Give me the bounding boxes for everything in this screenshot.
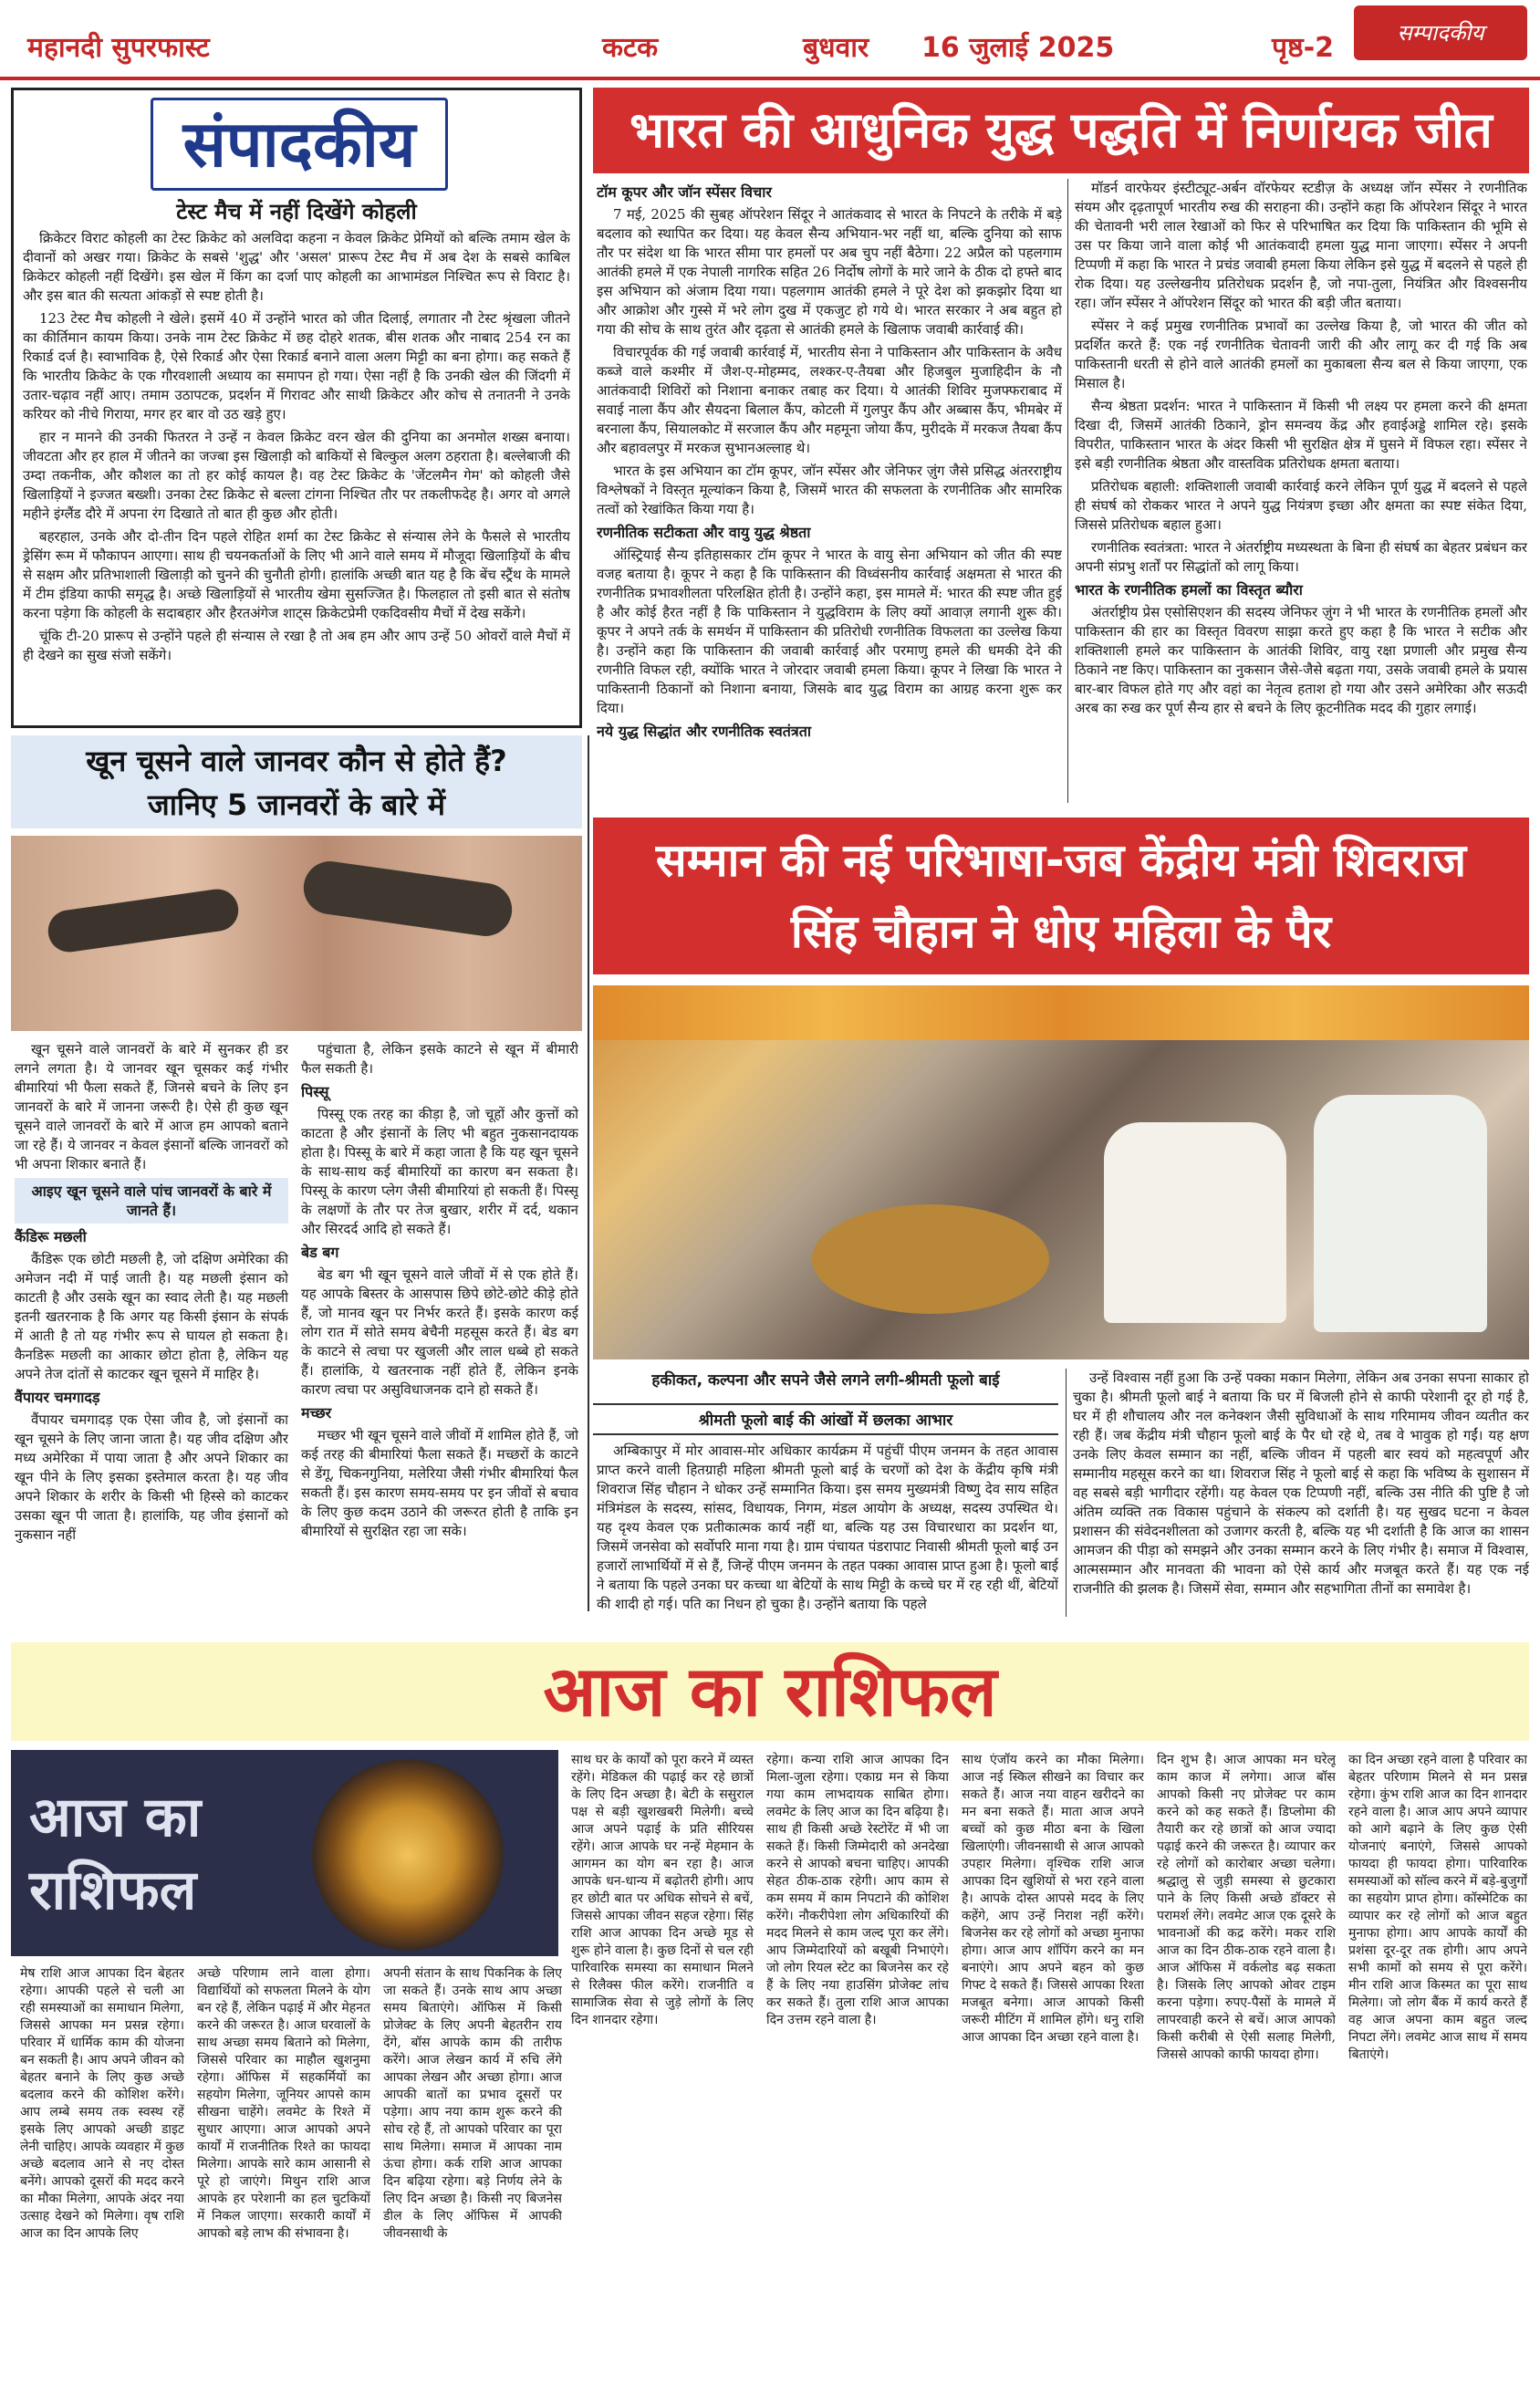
shivraj-left-column (597, 1442, 1058, 1624)
leech-paragraph: खून चूसने वाले जानवरों के बारे में सुनकर ही डर लगने लगता है। ये जानवर खून चूसकर कई गंभीर बीमारियां भी फैला सकते हैं, जिनसे बचने के लिए इन जानवरों के बारे में जानना जरूरी है। ऐसे ही कुछ खून चूसने वाले जानवरों के बारे में आज हम आपको बताने जा रहे हैं। ये जानवर न केवल इंसानों बल्कि जानवरों को भी अपना शिकार बनाते हैं। (15, 1041, 288, 1172)
leech-section-heading: वैंपायर चमगादड़ (15, 1389, 100, 1406)
horoscope-column: साथ घर के कार्यों को पूरा करने में व्यस्त रहेंगे। मेडिकल की पढ़ाई कर रहे छात्रों के लिए दिन अच्छा है। बेटी के ससुराल पक्ष से बड़ी खुशखबरी मिलेगी। बच्चे आज अपने पढ़ाई के प्रति सीरियस रहेंगे। आज आपके घर नन्हें मेहमान के आगमन का योग बन रहा है। आज आपके धन-धान्य में बढ़ोतरी होगी। आप हर छोटी बात पर अधिक सोचने से बचें, जिससे आपका जीवन सहज रहेगा। सिंह राशि आज आपका दिन अच्छे मूड से शुरू होने वाला है। कुछ दिनों से चल रही पारिवारिक समस्या का समाधान मिलने से रिलैक्स फील करेंगे। राजनीति व सामाजिक सेवा से जुड़े लोगों के लिए दिन शानदार रहेगा। (571, 1753, 754, 2027)
leech-paragraph: पहुंचाता है, लेकिन इसके काटने से खून में बीमारी फैल सकती है। (301, 1041, 578, 1077)
column-divider (1067, 179, 1068, 803)
war-paragraph: मॉडर्न वारफेयर इंस्टीट्यूट-अर्बन वॉरफेयर स्टडीज़ के अध्यक्ष जॉन स्पेंसर ने रणनीतिक संयम और दृढ़तापूर्ण भारतीय रुख की सराहना की। उन्होंने कहा कि ऑपरेशन सिंदूर ने भारत की चेतावनी भरी लाल रेखाओं को फिर से परिभाषित कर दिया कि पाकिस्तान की भूमि से उस पर किया जाने वाला कोई भी आतंकवादी हमला युद्ध माना जाएगा। स्पेंसर ने अपनी टिप्पणी में कहा कि भारत ने प्रचंड जवाबी हमला किया लेकिन इसे युद्ध में बदलने से पहले ही रोक दिया। यह उल्लेखनीय प्रतिरोधक प्रदर्शन है, जो नपा-तुला, नियंत्रित और विश्वसनीय रहा। जॉन स्पेंसर ने ऑपरेशन सिंदूर को भारत की बड़ी जीत बताया। (1075, 180, 1527, 311)
horoscope-column: मेष राशि आज आपका दिन बेहतर रहेगा। आपकी पहले से चली आ रही समस्याओं का समाधान मिलेगा, जिससे आपका मन प्रसन्न रहेगा। परिवार में धार्मिक काम की योजना बन सकती है। आप अपने जीवन को बेहतर बनाने के लिए कुछ अच्छे बदलाव करने की कोशिश करेंगे। आप लम्बे समय तक स्वस्थ रहें इसके लिए आपको अच्छी डाइट लेनी चाहिए। आपके व्यवहार में कुछ अच्छे बदलाव आने से नए दोस्त बनेंगे। आपको दूसरों की मदद करने का मौका मिलेगा, आपके अंदर नया उत्साह देखने को मिलेगा। वृष राशि आज का दिन आपके लिए (20, 1966, 184, 2241)
leech-section-heading: कैंडिरू मछली (15, 1228, 87, 1245)
column-divider (1066, 1369, 1067, 1617)
shivraj-headline: सिंह चौहान ने धोए महिला के पैर (790, 905, 1332, 958)
leech-subtitle: जानिए 5 जानवरों के बारे में (147, 787, 446, 822)
editorial-paragraph: चूंकि टी-20 प्रारूप से उन्होंने पहले ही संन्यास ले रखा है तो अब हम और आप उन्हें 50 ओवरों वाले मैचों में ही देखने का सुख संजो सकेंगे। (23, 628, 570, 663)
shivraj-paragraph: अम्बिकापुर में मोर आवास-मोर अधिकार कार्यक्रम में पहुंचीं पीएम जनमन के तहत आवास प्राप्त करने वाली हितग्राही महिला श्रीमती फूलो बाई के चरणों को देश के केंद्रीय कृषि मंत्री शिवराज सिंह चौहान ने धोकर उन्हें सम्मानित किया। इस समय मुख्यमंत्री विष्णु देव साय सहित मंत्रिमंडल के सदस्य, सांसद, विधायक, निगम, मंडल आयोग के अध्यक्ष, सदस्य उपस्थित थे। यह दृश्य केवल एक प्रतीकात्मक कार्य नहीं था, बल्कि यह उस विचारधारा का प्रदर्शन था, जिसमें जनसेवा को सर्वोपरि माना गया है। ग्राम पंचायत पंडरापाट निवासी श्रीमती फूलो बाई उन हजारों लाभार्थियों में से हैं, जिन्हें पीएम जनमन के तहत पक्का आवास प्राप्त हुआ है। फूलो बाई ने बताया कि पहले उनका घर कच्चा था बेटियों के साथ मिट्टी के कच्चे घर में रह रही थीं, बेटियों की शादी हो गई। पति का निधन हो चुका है। उन्होंने बताया कि पहले (597, 1442, 1058, 1612)
war-paragraph: 7 मई, 2025 की सुबह ऑपरेशन सिंदूर ने आतंकवाद से भारत के निपटने के तरीके में बड़े बदलाव को स्थापित कर दिया। यह केवल सैन्य अभियान-भर नहीं था, बल्कि दुनिया को साफ तौर पर संदेश था कि भारत सीमा पार हमलों पर अब चुप नहीं बैठेगा। 22 अप्रैल को पहलगाम आतंकी हमले में एक नेपाली नागरिक सहित 26 निर्दोष लोगों के मारे जाने के ठीक दो हफ्ते बाद इस अभियान को अंजाम दिया गया। पहलगाम आतंकी हमले ने पूरे देश को झकझोर दिया था और आक्रोश और गुस्से में भरे लोग दुख में एकजुट हो गये थे। भारत सरकार ने अब बहुत हो गया की सोच के साथ तुरंत और दृढ़ता से आतंकी हमले के खिलाफ जवाबी कार्रवाई की। (597, 206, 1062, 338)
masthead (0, 0, 1540, 80)
editorial-box (11, 88, 582, 728)
column-divider (588, 735, 589, 1611)
leech-paragraph: बेड बग भी खून चूसने वाले जीवों में से एक होते हैं। यह आपके बिस्तर के आसपास छिपे छोटे-छोटे कीड़े होते हैं, जो मानव खून पर निर्भर करते हैं। इसके कारण कई लोग रात में सोते समय बेचैनी महसूस करते हैं। बेड बग के काटने से त्वचा पर खुजली और लाल धब्बे हो सकते हैं। हालांकि, ये खतरनाक नहीं होते हैं, लेकिन इनके कारण त्वचा पर असुविधाजनक दाने हो सकते हैं। (301, 1266, 578, 1398)
leech-shape (46, 887, 241, 955)
horoscope-column: साथ एंजॉय करने का मौका मिलेगा। आज नई स्किल सीखने का विचार कर सकते हैं। आज नया वाहन खरीदने का मन बना सकते हैं। माता आज अपने बच्चों को कुछ मीठा बना के खिला खिलाएंगी। जीवनसाथी से आज आपको उपहार मिलेगा। वृश्चिक राशि आज आपका दिन खुशियों से भरा रहने वाला है। आपके दोस्त आपसे मदद के लिए कहेंगे, आप उन्हें निराश नहीं करेंगे। बिजनेस कर रहे लोगों को अच्छा मुनाफा होगा। आज आप शॉपिंग करने का मन बनाएंगे। आप अपने बहन को कुछ गिफ्ट दे सकते हैं। जिससे आपका रिश्ता मजबूत बनेगा। आज आपको किसी जरूरी मीटिंग में शामिल होंगे। धनु राशि आज आपका दिन अच्छा रहने वाला है। (962, 1753, 1144, 2045)
banner-title: राशिफल (29, 1859, 197, 1922)
leech-section-heading: पिस्सू (301, 1083, 329, 1100)
editorial-badge: सम्पादकीय (1354, 5, 1527, 60)
editorial-heading: संपादकीय (151, 98, 448, 191)
war-paragraph: ऑस्ट्रियाई सैन्य इतिहासकार टॉम कूपर ने भारत के वायु सेना अभियान को जीत की स्पष्ट वजह बताया है। कूपर ने कहा है कि पाकिस्तान की विध्वंसनीय कार्रवाई अक्षमता से भारत की रणनीतिक प्रभावशीलता परिलक्षित होती है। उन्होंने कहा, इस मामले में: भारत की स्पष्ट जीत हुई है और कोई हैरत नहीं है कि पाकिस्तान ने युद्धविराम के लिए क्यों आवाज़ लगानी शुरू की। कूपर ने अपने तर्क के समर्थन में पाकिस्तान की प्रतिरोधी रणनीतिक विफलता का उल्लेख किया है। उन्होंने कहा कि पाकिस्तान की जवाबी कार्रवाई और परमाणु हमले की धमकी देने की रणनीति विफल रही, क्योंकि भारत ने जोरदार जवाबी हमला किया। कूपर ने लिखा कि भारत ने पाकिस्तानी ठिकानों को निशाना बनाया, जिसके बाद युद्ध विराम का आग्रह करना शुरू कर दिया। (597, 547, 1062, 716)
horoscope-column: रहेगा। कन्या राशि आज आपका दिन मिला-जुला रहेगा। एकाग्र मन से किया गया काम लाभदायक साबित होगा। लवमेट के लिए आज का दिन बढ़िया है। साथ ही किसी अच्छे रेस्टोरेंट में भी जा सकते हैं। किसी जिम्मेदारी को अनदेखा करने से आपको बचना चाहिए। आपकी सेहत ठीक-ठाक रहेगी। आप काम से कम समय में काम निपटाने की कोशिश करेंगे। नौकरीपेशा लोग अधिकारियों की मदद मिलने से काम जल्द पूरा कर लेंगे। आप जिम्मेदारियों को बखूबी निभाएंगे। जो लोग रियल स्टेट का बिजनेस कर रहे हैं के लिए नया हाउसिंग प्रोजेक्ट लांच कर सकते हैं। तुला राशि आज आपका दिन उत्तम रहने वाला है। (766, 1753, 949, 2027)
leech-shape (300, 858, 515, 939)
horoscope-column: अपनी संतान के साथ पिकनिक के लिए जा सकते हैं। उनके साथ आप अच्छा समय बिताएंगे। ऑफिस में किसी प्रोजेक्ट के लिए अपनी बेहतरीन राय देंगे, बॉस आपके काम की तारीफ करेंगे। आज लेखन कार्य में रुचि लेंगे आपका लेखन और अच्छा होगा। आज आपकी बातों का प्रभाव दूसरों पर पड़ेगा। आप नया काम शुरू करने की सोच रहे हैं, तो आपको परिवार का पूरा साथ मिलेगा। समाज में आपका नाम ऊंचा होगा। कर्क राशि आज आपका दिन बढ़िया रहेगा। बड़े निर्णय लेने के लिए दिन अच्छा है। किसी नए बिजनेस डील के लिए ऑफिस में आपकी जीवनसाथी के (383, 1966, 562, 2241)
basin (812, 1204, 1049, 1314)
war-paragraph: अंतर्राष्ट्रीय प्रेस एसोसिएशन की सदस्य जेनिफर ज़ुंग ने भी भारत के रणनीतिक हमलों और पाकिस्तान की हार का विस्तृत विवरण साझा करते हुए कहा है कि भारत ने सटीक और शक्तिशाली हमले कर पाकिस्तान के आतंकी शिविर, वायु रक्षा प्रणाली और प्रमुख सैन्य ठिकाने नष्ट किए। पाकिस्तान का नुकसान जैसे-जैसे बढ़ता गया, उसके जवाबी हमले के प्रयास बार-बार विफल होते गए और वहां का नेतृत्व हताश हो गया और उसने अमेरिका और सऊदी अरब का रुख कर पूर्ण सैन्य हार से बचने के लिए कूटनीतिक मदद की गुहार लगाई। (1075, 604, 1527, 716)
war-section-heading: रणनीतिक सटीकता और वायु युद्ध श्रेष्ठता (597, 524, 811, 541)
weekday: बुधवार (803, 32, 869, 64)
war-paragraph: प्रतिरोधक बहाली: शक्तिशाली जवाबी कार्रवाई करने लेकिन पूर्ण युद्ध में बदलने से पहले ही संघर्ष को रोककर भारत ने अपने युद्ध नियंत्रण इच्छा और क्षमता का स्पष्ट संकेत दिया, जिससे प्रतिरोधक बहाल हुआ। (1075, 478, 1527, 533)
leech-section-heading: मच्छर (301, 1404, 332, 1422)
editorial-paragraph: क्रिकेटर विराट कोहली का टेस्ट क्रिकेट को अलविदा कहना न केवल क्रिकेट प्रेमियों को बल्कि तमाम खेल के दीवानों को अखर गया। क्रिकेट के सबसे 'शुद्ध' और 'असल' प्रारूप टेस्ट मैच में अब देश के सबसे काबिल क्रिकेटर कोहली नहीं दिखेंगे। इस खेल में किंग का दर्जा पाए कोहली का आभामंडल निश्चित रूप से विराट है। और इस बात की सत्यता आंकड़ों से स्पष्ट होती है। (23, 230, 570, 304)
leech-paragraph: मच्छर भी खून चूसने वाले जीवों में शामिल होते हैं, जो कई तरह की बीमारियां फैला सकते हैं। मच्छरों के काटने से डेंगू, चिकनगुनिया, मलेरिया जैसी गंभीर बीमारियां फैल सकती हैं। इस कारण समय-समय पर इन जीवों से बचाव के लिए कुछ कदम उठाने की जरूरत होती है ताकि इन बीमारियों से सुरक्षित रहा जा सके। (301, 1427, 578, 1539)
war-paragraph: स्पेंसर ने कई प्रमुख रणनीतिक प्रभावों का उल्लेख किया है, जो भारत की जीत को प्रदर्शित करते हैं: एक नई रणनीतिक चेतावनी जारी की और लागू कर दी गई कि अब पाकिस्तानी धरती से होने वाले आतंकी हमलों का मुकाबला सैन्य बल से किया जाएगा, एक मिसाल है। (1075, 318, 1527, 391)
editorial-paragraph: बहरहाल, उनके और दो-तीन दिन पहले रोहित शर्मा का टेस्ट क्रिकेट से संन्यास लेने के फैसले से भारतीय ड्रेसिंग रूम में फौकापन आएगा। साथ ही चयनकर्ताओं के लिए भी आने वाले समय में मौजूदा खिलाड़ियों के बीच से सक्षम और प्रतिभाशाली खिलाड़ी को चुनने की चुनौती होगी। हालांकि अच्छी बात यह है कि बेंच स्ट्रैंथ के मामले में टीम इंडिया काफी समृद्ध है। अच्छे खिलाड़ियों से भारतीय खेमा सुसज्जित है। फिलहाल तो इसी बात से संतोष करना पड़ेगा कि कोहली के सदाबहार और हैरतअंगेज शाट्स क्रिकेटप्रेमी एकदिवसीय मैचों में देख सकेंगे। (23, 528, 570, 621)
horoscope-banner (11, 1750, 558, 1956)
issue-date: 16 जुलाई 2025 (921, 32, 1115, 64)
editorial-subhead: टेस्ट मैच में नहीं दिखेंगे कोहली (176, 199, 417, 224)
zodiac-wheel (312, 1759, 504, 1951)
photo-caption: हकीकत, कल्पना और सपने जैसे लगने लगी-श्रीमती फूलो बाई (651, 1371, 1000, 1390)
war-headline: भारत की आधुनिक युद्ध पद्धति में निर्णायक जीत (593, 88, 1529, 173)
horoscope-column: का दिन अच्छा रहने वाला है परिवार का बेहतर परिणाम मिलने से मन प्रसन्न रहेगा। कुंभ राशि आज का दिन शानदार रहने वाला है। आज आप अपने व्यापार को आगे बढ़ाने के लिए कुछ ऐसी योजनाएं बनाएंगे, जिससे आपको फायदा ही फायदा होगा। पारिवारिक समस्याओं को सॉल्व करने में बड़े-बुजुर्गों का सहयोग प्राप्त होगा। कॉस्मेटिक का व्यापार कर रहे लोगों को आज बहुत मुनाफा होगा। आप आपके कार्यों की प्रशंसा दूर-दूर तक होगी। आप अपने सभी कामों को समय से पूरा करेंगे। मीन राशि आज किस्मत का पूरा साथ मिलेगा। जो लोग बैंक में कार्य करते हैं वह आज अपना काम बहुत जल्द निपटा लेंगे। लवमेट आज साथ में समय बिताएंगे। (1348, 1753, 1527, 2062)
war-byline: टॉम कूपर और जॉन स्पेंसर विचार (597, 183, 772, 201)
leech-title: खून चूसने वाले जानवर कौन से होते हैं? (86, 744, 507, 778)
marigold-garland (593, 985, 1529, 1040)
leech-title-band (11, 735, 582, 828)
horoscope-column: दिन शुभ है। आज आपका मन घरेलू काम काज में लगेगा। आज बॉस आपको किसी नए प्रोजेक्ट पर काम करने को कह सकते हैं। डिप्लोमा की तैयारी कर रहे छात्रों को आज ज्यादा पढ़ाई करने की जरूरत है। व्यापार कर रहे लोगों को कारोबार अच्छा चलेगा। श्रद्धालु से जुड़ी समस्या से छुटकारा पाने के लिए किसी अच्छे डॉक्टर से परामर्श लेंगे। लवमेट आज एक दूसरे के भावनाओं की कद्र करेंगे। मकर राशि आज का दिन ठीक-ठाक रहने वाला है। आज ऑफिस में वर्कलोड बढ़ सकता है। जिसके लिए आपको ओवर टाइम करना पड़ेगा। रुपए-पैसों के मामले में लापरवाही करने से बचें। आज आपको किसी करीबी से ऐसी सलाह मिलेगी, जिससे आपको काफी फायदा होगा। (1157, 1753, 1336, 2062)
page-number: पृष्ठ-2 (1272, 32, 1335, 64)
shivraj-paragraph: उन्हें विश्वास नहीं हुआ कि उन्हें पक्का मकान मिलेगा, लेकिन अब उनका सपना साकार हो चुका है। श्रीमती फूलो बाई ने बताया कि घर में बिजली होने से काफी परेशानी दूर हो गई है, घर में ही शौचालय और नल कनेक्शन जैसी सुविधाओं के साथ गरिमामय जीवन व्यतीत कर रही हैं। जब केंद्रीय मंत्री चौहान फूलो बाई के पैर धो रहे थे, तब वे भावुक हो गईं। यह क्षण उनके लिए केवल सम्मान का नहीं, बल्कि जीवन में पहली बार स्वयं को महत्वपूर्ण और सम्मानीय महसूस करने का था। शिवराज सिंह ने फूलो बाई से कहा कि भविष्य के सुशासन में वह सबसे बड़ी भागीदार रहेंगी। यह केवल एक टिप्पणी नहीं, बल्कि उस नीति की पुष्टि है जो अंतिम व्यक्ति तक विकास पहुंचाने के संकल्प को दर्शाती है। यह सुखद घटना न केवल प्रशासन की संवेदनशीलता को उजागर करती है, बल्कि यह भी दर्शाती है कि आज का शासन आमजन की पीड़ा को समझने और उनका सम्मान करने के लिए गंभीर है। समाज में विश्वास, आत्मसम्मान और मानवता की भावना को ऐसे कार्य और मजबूत करते हैं। यह एक नई राजनीति की झलक है। जिसमें सेवा, सम्मान और सहभागिता तीनों का समावेश है। (1073, 1370, 1529, 1597)
editorial-body (23, 229, 570, 722)
city: कटक (602, 32, 659, 64)
paper-name: महानदी सुपरफास्ट (27, 32, 210, 64)
shivraj-right-column (1073, 1369, 1529, 1624)
shivraj-headline-band (593, 818, 1529, 974)
war-section-heading: नये युद्ध सिद्धांत और रणनीतिक स्वतंत्रता (597, 723, 812, 740)
leech-section-heading: बेड बग (301, 1244, 339, 1261)
war-paragraph: सैन्य श्रेष्ठता प्रदर्शन: भारत ने पाकिस्तान में किसी भी लक्ष्य पर हमला करने की क्षमता दिखा दी, जिसमें आतंकी ठिकाने, ड्रोन समन्वय केंद्र और हवाईअड्डे शामिल रहे। इसके विपरीत, पाकिस्तान भारत के अंदर किसी भी सुरक्षित क्षेत्र में घुसने में विफल रहा। स्पेंसर ने इसे बड़ी रणनीतिक श्रेष्ठता और वास्तविक प्रतिरोधक क्षमता बताया। (1075, 398, 1527, 472)
horoscope-title-band (11, 1642, 1529, 1741)
shivraj-headline: सम्मान की नई परिभाषा-जब केंद्रीय मंत्री शिवराज (655, 834, 1467, 887)
shivraj-subhead: श्रीमती फूलो बाई की आंखों में छलका आभार (593, 1403, 1058, 1435)
horoscope-column: अच्छे परिणाम लाने वाला होगा। विद्यार्थियों को सफलता मिलने के योग बन रहे हैं, लेकिन पढ़ाई में और मेहनत करने की जरूरत है। आज घरवालों के साथ अच्छा समय बिताने को मिलेगा, जिससे परिवार का माहौल खुशनुमा रहेगा। ऑफिस में सहकर्मियों का सहयोग मिलेगा, जूनियर आपसे काम सीखना चाहेंगे। लवमेट के रिश्ते में सुधार आएगा। आज आपको अपने कार्यों में राजनीतिक रिश्ते का फायदा मिलेगा। आपके सारे काम आसानी से पूरे हो जाएंगे। मिथुन राशि आज आपके हर परेशानी का हल चुटकियों में निकल जाएगा। सरकारी कार्यों में आपको बड़े लाभ की संभावना है। (197, 1966, 370, 2241)
leech-paragraph: कैंडिरू एक छोटी मछली है, जो दक्षिण अमेरिका की अमेजन नदी में पाई जाती है। यह मछली इंसान को काटती है और उसके खून का स्वाद लेती है। यह मछली इतनी खतरनाक है कि अगर यह किसी इंसान के संपर्क में आती है तो यह गंभीर रूप से घायल हो सकता है। कैनडिरू मछली का आकार छोटा होता है, लेकिन यह अपने तेज दांतों से काटकर खून चूसने में माहिर है। (15, 1251, 288, 1382)
war-left-column (597, 179, 1062, 808)
editorial-paragraph: 123 टेस्ट मैच कोहली ने खेले। इसमें 40 में उन्होंने भारत को जीत दिलाई, लगातार नौ टेस्ट श्रृंखला जीतने का कीर्तिमान कायम किया। उनके नाम टेस्ट क्रिकेट में छह दोहरे शतक, बीस शतक और नाबाद 254 रन का रिकार्ड दर्ज है। स्वाभाविक है, ऐसे रिकार्ड और ऐसा रिकार्ड बनाने वाला अलग मिट्टी का बना होगा। कह सकते हैं कि भारतीय क्रिकेट के एक गौरवशाली अध्याय का समापन हो गया। ऐसा नहीं है कि उनकी खेल की जिंदगी में उतार-चढ़ाव नहीं आए। तमाम उठापटक, प्रदर्शन में गिरावट और साथी क्रिकेटर और कोच से तनातनी ने उनके करियर को नीचे गिराया, मगर हर बार वो उठ खड़े हुए। (23, 310, 570, 422)
shivraj-photo (593, 985, 1529, 1359)
editorial-paragraph: हार न मानने की उनकी फितरत ने उन्हें न केवल क्रिकेट वरन खेल की दुनिया का अनमोल शख्स बनाया। जीवटता और हर हाल में जीतने का जज्बा इस खिलाड़ी को बाकियों से बिल्कुल अलग ठहराता है। बल्लेबाजी की उम्दा तकनीक, और कौशल का तो हर कोई कायल है। वह टेस्ट क्रिकेट के 'जेंटलमैन गेम' को कोहली जैसे खिलाड़ियों ने इज्जत बख्शी। उनका टेस्ट क्रिकेट से बल्ला टांगना निश्चित तौर पर तकलीफदेह है। अगर वो अगले महीने इंग्लैंड दौरे में अपना रंग दिखाते तो बात ही कुछ और होती। (23, 429, 570, 522)
leech-right-column (301, 1040, 578, 1588)
war-section-heading: भारत के रणनीतिक हमलों का विस्तृत ब्यौरा (1075, 581, 1303, 599)
war-right-column (1075, 179, 1527, 808)
leech-left-column (15, 1040, 288, 1588)
war-paragraph: रणनीतिक स्वतंत्रता: भारत ने अंतर्राष्ट्रीय मध्यस्थता के बिना ही संघर्ष का बेहतर प्रबंधन कर अपनी संप्रभु शर्तों पर सिद्धांतों को लागू किया। (1075, 539, 1527, 575)
leech-photo (11, 836, 582, 1031)
horoscope-heading: आज का राशिफल (543, 1651, 997, 1732)
leech-box-heading: आइए खून चूसने वाले पांच जानवरों के बारे में जानते हैं। (15, 1178, 288, 1224)
leech-paragraph: पिस्सू एक तरह का कीड़ा है, जो चूहों और कुत्तों को काटता है और इंसानों के लिए भी बहुत नुकसानदायक होता है। पिस्सू के बारे में कहा जाता है कि यह खून चूसने के साथ-साथ कई बीमारियों का कारण बन सकता है। पिस्सू के कारण प्लेग जैसी बीमारियां हो सकती हैं। पिस्सू के लक्षणों के तौर पर तेज बुखार, शरीर में दर्द, थकान और सिरदर्द आदि हो सकते हैं। (301, 1106, 578, 1237)
person-figure (1314, 1095, 1487, 1332)
person-figure (1104, 1122, 1286, 1323)
war-paragraph: भारत के इस अभियान का टॉम कूपर, जॉन स्पेंसर और जेनिफर ज़ुंग जैसे प्रसिद्ध अंतरराष्ट्रीय विश्लेषकों ने विस्तृत मूल्यांकन किया है, जिसमें भारत की सफलता के रणनीतिक और सामरिक तत्वों को रेखांकित किया गया है। (597, 463, 1062, 517)
banner-title: आज का (29, 1786, 202, 1849)
leech-paragraph: वैंपायर चमगादड़ एक ऐसा जीव है, जो इंसानों का खून चूसने के लिए जाना जाता है। यह जीव दक्षिण और मध्य अमेरिका में पाया जाता है और अपने शिकार का खून पीने के लिए इसका इस्तेमाल करता है। यह जीव अपने शिकार के शरीर के किसी भी हिस्से को काटकर उसका खून पी जाता है। हालांकि, यह जीव इंसानों को नुकसान नहीं (15, 1411, 288, 1543)
war-paragraph: विचारपूर्वक की गई जवाबी कार्रवाई में, भारतीय सेना ने पाकिस्तान और पाकिस्तान के अवैध कब्जे वाले कश्मीर में जैश-ए-मोहम्मद, लश्कर-ए-तैयबा और हिजबुल मुजाहिदीन के नौ आतंकवादी शिविरों को निशाना बनाकर तबाह कर दिया। ये आतंकी शिविर मुजफ्फराबाद में सवाई नाला कैंप और सैयदना बिलाल कैंप, कोटली में गुलपुर कैंप और अब्बास कैंप, भीमबेर में बरनाला कैंप, सियालकोट में सरजाल कैंप और महमूना जोया कैंप, मुरीदके में मरकज तैयबा कैंप और बहावलपुर में मरकज सुभानअल्लाह थे। (597, 344, 1062, 456)
